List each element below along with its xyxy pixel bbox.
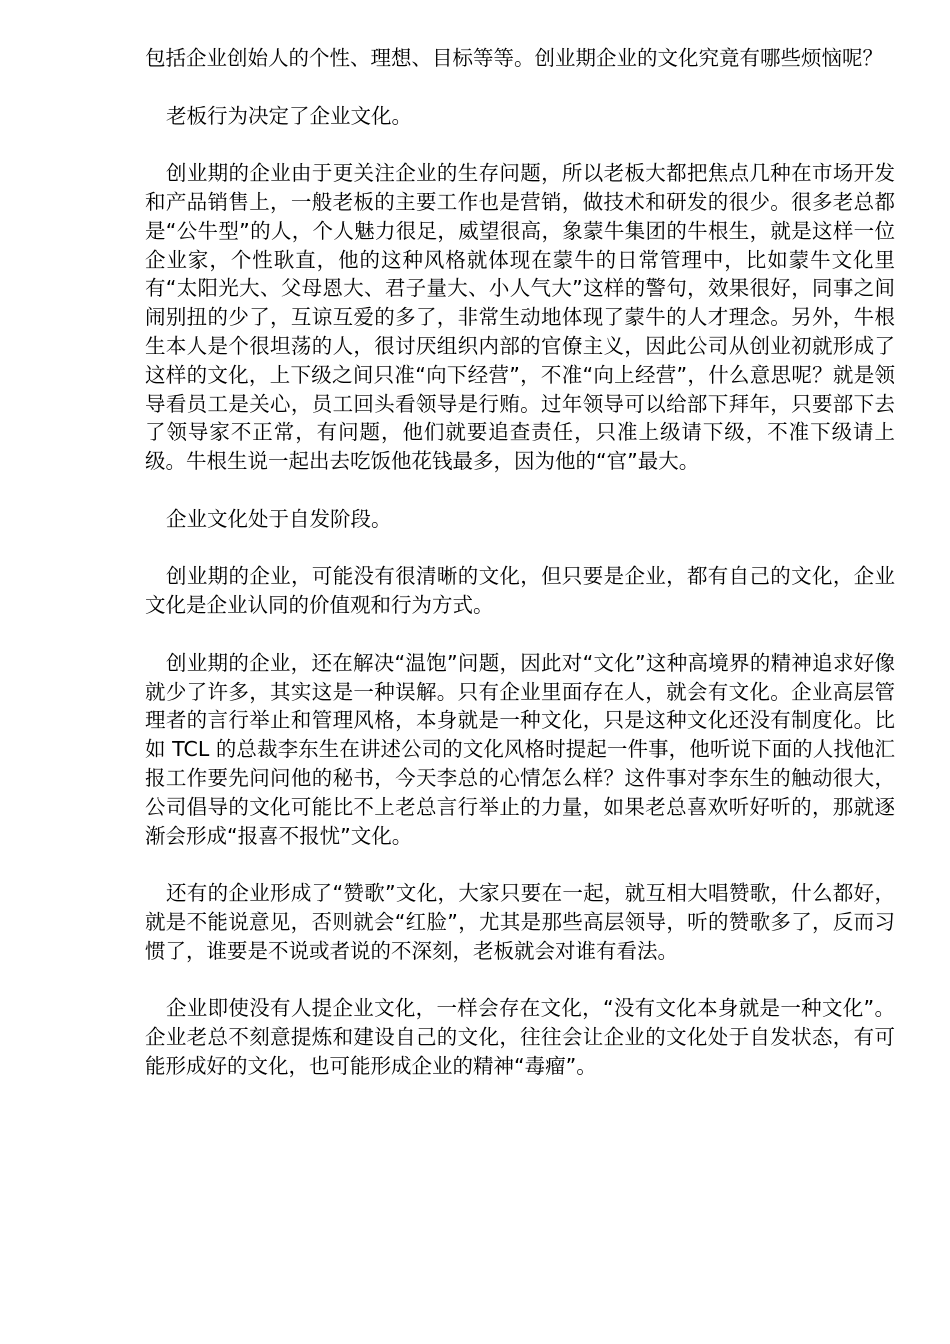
paragraph-praise-culture: 还有的企业形成了“赞歌”文化，大家只要在一起，就互相大唱赞歌，什么都好，就是不能说意见，否则就会“红脸”，尤其是那些高层领导，听的赞歌多了，反而习惯了，谁要是不说或者说的不深刻，老板就会对谁有看法。 (145, 881, 895, 963)
paragraph-mengniu-example: 创业期的企业由于更关注企业的生存问题，所以老板大都把焦点几种在市场开发和产品销售上，一般老板的主要工作也是营销，做技术和研发的很少。很多老总都是“公牛型”的人，个人魅力很足，威望很高，象蒙牛集团的牛根生，就是这样一位企业家，个性耿直，他的这种风格就体现在蒙牛的日常管理中，比如蒙牛文化里有“太阳光大、父母恩大、君子量大、小人气大”这样的警句，效果很好，同事之间闹别扭的少了，互谅互爱的多了，非常生动地体现了蒙牛的人才理念。另外，牛根生本人是个很坦荡的人，很讨厌组织内部的官僚主义，因此公司从创业初就形成了这样的文化，上下级之间只准“向下经营”，不准“向上经营”，什么意思呢？就是领导看员工是关心，员工回头看领导是行贿。过年领导可以给部下拜年，只要部下去了领导家不正常，有问题，他们就要追查责任，只准上级请下级，不准下级请上级。牛根生说一起出去吃饭他花钱最多，因为他的“官”最大。 (145, 161, 895, 474)
paragraph-tcl-example: 创业期的企业，还在解决“温饱”问题，因此对“文化”这种高境界的精神追求好像就少了许多，其实这是一种误解。只有企业里面存在人，就会有文化。企业高层管理者的言行举止和管理风格，本身就是一种文化，只是这种文化还没有制度化。比如 TCL 的总裁李东生在讲述公司的文化风格时提起一件事，他听说下面的人找他汇报工作要先问问他的秘书，今天李总的心情怎么样？这件事对李东生的触动很大，公司倡导的文化可能比不上老总言行举止的力量，如果老总喜欢听好听的，那就逐渐会形成“报喜不报忧”文化。 (145, 650, 895, 848)
heading-spontaneous-stage: 企业文化处于自发阶段。 (166, 506, 392, 531)
paragraph-conclusion: 企业即使没有人提企业文化，一样会存在文化，“没有文化本身就是一种文化”。企业老总不刻意提炼和建设自己的文化，往往会让企业的文化处于自发状态，有可能形成好的文化，也可能形成企业的精神“毒瘤”。 (145, 996, 895, 1078)
document-page (145, 44, 895, 1081)
heading-boss-behavior: 老板行为决定了企业文化。 (166, 103, 412, 128)
paragraph-intro-continuation: 包括企业创始人的个性、理想、目标等等。创业期企业的文化究竟有哪些烦恼呢？ (145, 46, 883, 70)
paragraph-culture-definition: 创业期的企业，可能没有很清晰的文化，但只要是企业，都有自己的文化，企业文化是企业认同的价值观和行为方式。 (145, 564, 895, 618)
